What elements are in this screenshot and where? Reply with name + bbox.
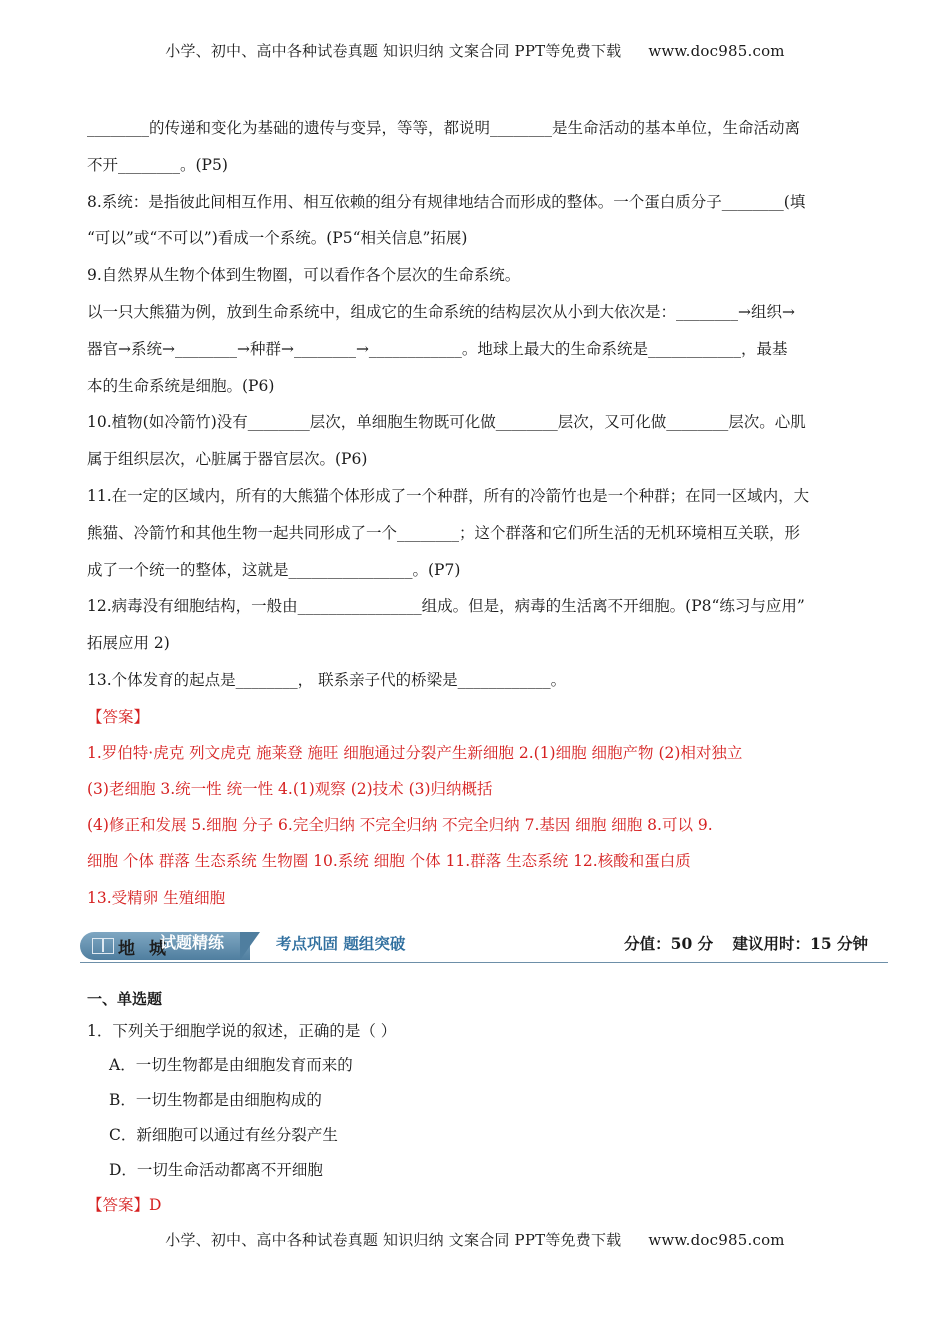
page-header	[0, 40, 950, 61]
banner-title: 试题精练	[160, 933, 225, 952]
banner-subtitle: 考点巩固 题组突破	[276, 934, 406, 953]
text-line: 13.个体发育的起点是________， 联系亲子代的桥梁是____________。	[87, 670, 567, 689]
footer-text: 小学、初中、高中各种试卷真题 知识归纳 文案合同 PPT等免费下载	[165, 1231, 622, 1249]
text-line: 9.自然界从生物个体到生物圈，可以看作各个层次的生命系统。	[87, 266, 521, 285]
footer-site: www.doc985.com	[648, 1231, 785, 1249]
text-line: 器官→系统→________→种群→________→____________。地球上最大的生命系统是____________，最基	[87, 339, 788, 358]
section-heading: 一、单选题	[87, 990, 163, 1008]
question-stem: 1．下列关于细胞学说的叙述，正确的是（ ）	[87, 1022, 397, 1040]
banner-tab-tail	[240, 932, 260, 960]
fill-in-section	[87, 110, 865, 916]
text-line: 8.系统：是指彼此间相互作用、相互依赖的组分有规律地结合而形成的整体。一个蛋白质分子________(填	[87, 192, 806, 211]
single-choice-section	[87, 984, 865, 1222]
score-label: 分值：50 分	[624, 934, 714, 953]
answer-line: 细胞 个体 群落 生态系统 生物圈 10.系统 细胞 个体 11.群落 生态系统 12.核酸和蛋白质	[87, 852, 691, 871]
book-icon	[92, 938, 114, 954]
answer-line: (3)老细胞 3.统一性 统一性 4.(1)观察 (2)技术 (3)归纳概括	[87, 779, 493, 798]
text-line: 11.在一定的区域内，所有的大熊猫个体形成了一个种群，所有的冷箭竹也是一个种群；在同一区域内，大	[87, 486, 810, 505]
text-line: 不开________。(P5)	[87, 155, 228, 174]
answer-line: (4)修正和发展 5.细胞 分子 6.完全归纳 不完全归纳 不完全归纳 7.基因 细胞 细胞 8.可以 9.	[87, 816, 713, 835]
text-line: 10.植物(如冷箭竹)没有________层次，单细胞生物既可化做________层次，又可化做________层次。心肌	[87, 413, 806, 432]
question-answer: 【答案】D	[87, 1196, 162, 1214]
time-label: 建议用时：15 分钟	[732, 934, 868, 953]
text-line: 12.病毒没有细胞结构，一般由________________组成。但是，病毒的生活离不开细胞。(P8“练习与应用”	[87, 597, 805, 616]
page-footer	[0, 1229, 950, 1250]
answer-line: 13.受精卵 生殖细胞	[87, 888, 226, 907]
text-line: 本的生命系统是细胞。(P6)	[87, 376, 275, 395]
text-line: 属于组织层次，心脏属于器官层次。(P6)	[87, 450, 368, 469]
option-d: D．一切生命活动都离不开细胞	[109, 1161, 323, 1179]
text-line: 拓展应用 2)	[87, 634, 170, 653]
text-line: 熊猫、冷箭竹和其他生物一起共同形成了一个________；这个群落和它们所生活的无机环境相互关联，形	[87, 523, 801, 542]
option-a: A．一切生物都是由细胞发育而来的	[109, 1056, 353, 1074]
section-banner	[80, 926, 888, 966]
answer-title: 【答案】	[87, 707, 150, 726]
option-c: C．新细胞可以通过有丝分裂产生	[109, 1126, 338, 1144]
text-line: ________的传递和变化为基础的遗传与变异，等等，都说明________是生命活动的基本单位，生命活动离	[87, 119, 801, 137]
text-line: “可以”或“不可以”)看成一个系统。(P5“相关信息”拓展)	[87, 229, 468, 248]
option-b: B．一切生物都是由细胞构成的	[109, 1091, 322, 1109]
answer-line: 1.罗伯特·虎克 列文虎克 施莱登 施旺 细胞通过分裂产生新细胞 2.(1)细胞 细胞产物 (2)相对独立	[87, 743, 743, 762]
header-site: www.doc985.com	[648, 42, 785, 60]
banner-meta	[610, 932, 868, 954]
text-line: 成了一个统一的整体，这就是________________。(P7)	[87, 560, 461, 579]
banner-rule	[80, 962, 888, 963]
banner-ghost-text: 地城	[118, 939, 180, 959]
header-text: 小学、初中、高中各种试卷真题 知识归纳 文案合同 PPT等免费下载	[165, 42, 622, 60]
text-line: 以一只大熊猫为例，放到生命系统中，组成它的生命系统的结构层次从小到大依次是：________→组织→	[87, 302, 795, 321]
